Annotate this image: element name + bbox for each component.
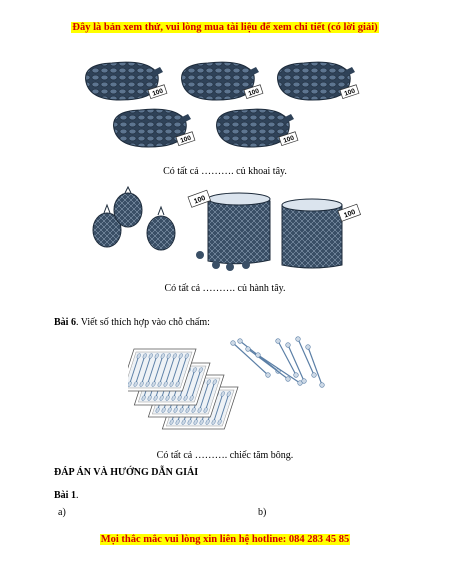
- potato-sack-5: [217, 109, 298, 147]
- potato-sack-4: [114, 109, 195, 147]
- svg-text:100: 100: [282, 134, 296, 145]
- part-a-label: a): [58, 507, 66, 518]
- onion-net-2: [114, 187, 142, 227]
- onion-caption: Có tất cả ………. củ hành tây.: [164, 283, 286, 294]
- footer-notice: Mọi thắc mắc vui lòng xin liên hệ hotline: 084 283 45 85: [100, 534, 350, 545]
- onion-net-3: [147, 207, 175, 250]
- potato-sack-2: [182, 62, 263, 100]
- svg-text:100: 100: [343, 208, 357, 220]
- potato-sacks-illustration: [70, 55, 380, 160]
- price-tag: [188, 190, 211, 207]
- svg-text:100: 100: [343, 87, 357, 98]
- svg-text:100: 100: [193, 194, 207, 206]
- exercise-6-instruction: . Viết số thích hợp vào chỗ chấm:: [75, 317, 210, 328]
- header-notice: Đây là bản xem thử, vui lòng mua tài liệu để xem chi tiết (có lời giải): [72, 22, 378, 33]
- potato-caption: Có tất cả ………. củ khoai tây.: [163, 166, 287, 177]
- svg-text:100: 100: [179, 134, 193, 145]
- exercise-6-number: Bài 6: [54, 317, 76, 328]
- onion-bag-closed: [282, 199, 361, 268]
- cotton-swabs-illustration: [128, 335, 328, 447]
- potato-sack-3: [278, 62, 359, 100]
- swab-caption: Có tất cả ………. chiếc tăm bông.: [156, 450, 294, 461]
- svg-text:100: 100: [247, 87, 261, 98]
- cotton-swab: [306, 345, 325, 388]
- loose-cotton-swabs: [231, 337, 325, 388]
- potato-sack-1: [86, 62, 167, 100]
- part-b-label: b): [258, 507, 267, 518]
- cotton-swab-packs: [128, 349, 238, 429]
- exercise-6-prompt: [54, 317, 210, 328]
- bai-1-label: Bài 1.: [54, 490, 79, 501]
- cotton-swab: [296, 337, 317, 378]
- answers-heading: ĐÁP ÁN VÀ HƯỚNG DẪN GIẢI: [54, 467, 199, 478]
- onion-bags-illustration: [80, 185, 365, 275]
- cotton-swab: [256, 353, 303, 386]
- svg-text:100: 100: [151, 87, 165, 98]
